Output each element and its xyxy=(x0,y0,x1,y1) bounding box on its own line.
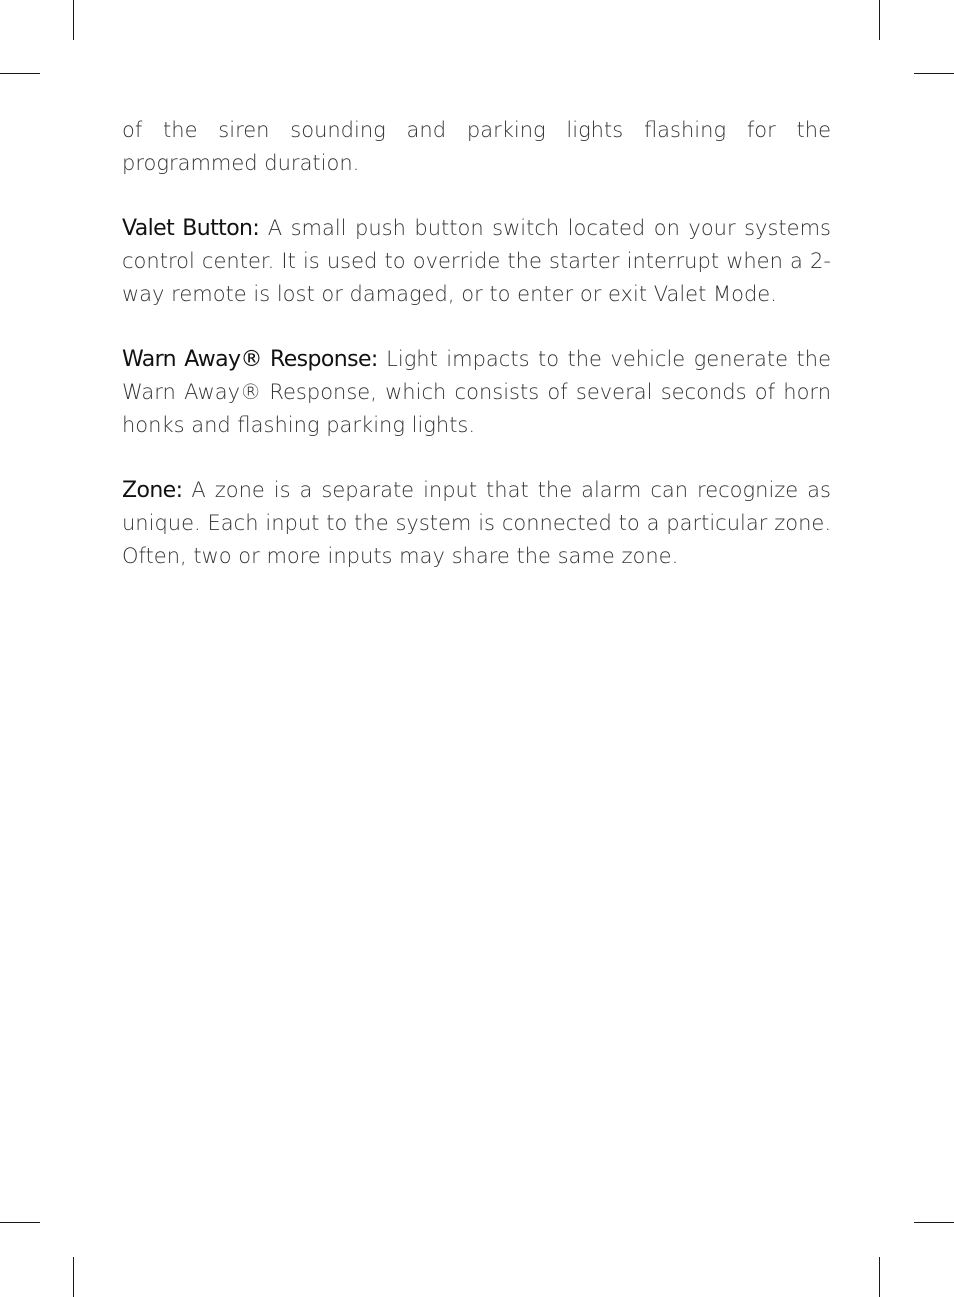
glossary-entry-warn-away-response xyxy=(122,343,831,442)
crop-mark-bottom-left-vertical xyxy=(73,1257,74,1297)
glossary-term: Zone: xyxy=(122,478,183,503)
crop-mark-bottom-left-horizontal xyxy=(0,1222,40,1223)
continued-paragraph xyxy=(122,114,831,180)
glossary-definition: Light impacts to the vehicle generate the Warn Away® Response, which consists of several seconds of horn honks and flashing parking lights. xyxy=(122,347,831,437)
crop-mark-top-left-vertical xyxy=(73,0,74,40)
glossary-definition: A small push button switch located on your systems control center. It is used to override the starter interrupt when a 2-way remote is lost or damaged, or to enter or exit Valet Mode. xyxy=(122,216,831,306)
glossary-term: Valet Button: xyxy=(122,216,260,241)
paragraph-text: of the siren sounding and parking lights flashing for the programmed duration. xyxy=(122,118,831,175)
glossary-definition: A zone is a separate input that the alarm can recognize as unique. Each input to the system is connected to a particular zone. Often, two or more inputs may share the same zone. xyxy=(122,478,831,568)
crop-mark-bottom-right-horizontal xyxy=(914,1222,954,1223)
crop-mark-top-right-horizontal xyxy=(914,73,954,74)
glossary-entry-valet-button xyxy=(122,212,831,311)
glossary-content xyxy=(122,114,831,605)
glossary-entry-zone xyxy=(122,474,831,573)
crop-mark-bottom-right-vertical xyxy=(879,1257,880,1297)
glossary-term: Warn Away® Response: xyxy=(122,347,378,372)
crop-mark-top-right-vertical xyxy=(879,0,880,40)
crop-mark-top-left-horizontal xyxy=(0,73,40,74)
